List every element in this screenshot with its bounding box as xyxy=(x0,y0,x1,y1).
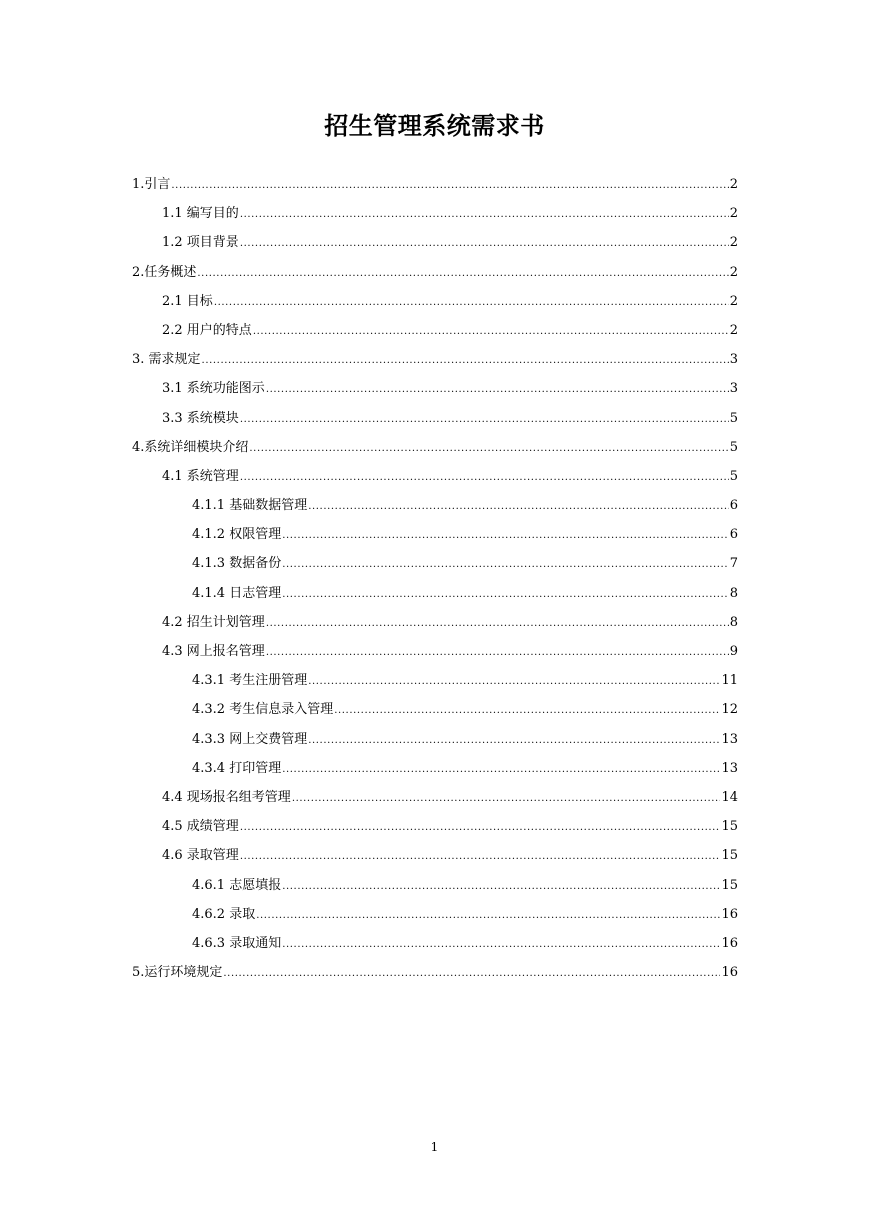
toc-entry-label: 4.5 成绩管理 xyxy=(162,819,239,835)
toc-dot-leader xyxy=(240,229,729,258)
toc-entry[interactable] xyxy=(132,462,738,491)
toc-entry[interactable] xyxy=(132,491,738,520)
toc-dot-leader xyxy=(197,259,728,288)
toc-entry[interactable] xyxy=(132,871,738,900)
toc-entry-page: 16 xyxy=(721,906,738,922)
toc-entry-page: 13 xyxy=(721,760,738,776)
toc-entry-page: 15 xyxy=(721,848,738,864)
toc-entry[interactable] xyxy=(132,958,738,987)
page-number: 1 xyxy=(430,1140,439,1154)
toc-dot-leader xyxy=(308,492,729,521)
toc-entry-label: 4.1 系统管理 xyxy=(162,468,239,484)
toc-entry-label: 4.1.3 数据备份 xyxy=(192,556,282,572)
toc-entry-label: 4.6.2 录取 xyxy=(192,906,256,922)
toc-entry[interactable] xyxy=(132,695,738,724)
toc-entry-page: 2 xyxy=(729,293,738,309)
toc-entry-label: 3.1 系统功能图示 xyxy=(162,381,265,397)
toc-entry-label: 1.1 编写目的 xyxy=(162,206,239,222)
toc-entry-page: 14 xyxy=(721,789,738,805)
toc-dot-leader xyxy=(282,755,720,784)
toc-dot-leader xyxy=(223,959,720,988)
toc-entry-page: 16 xyxy=(721,935,738,951)
toc-entry-page: 2 xyxy=(729,177,738,192)
toc-entry-page: 5 xyxy=(729,410,738,426)
toc-entry-label: 4.系统详细模块介绍 xyxy=(132,439,249,455)
toc-entry-page: 6 xyxy=(729,527,738,543)
toc-dot-leader xyxy=(240,842,721,871)
toc-entry-page: 2 xyxy=(729,264,738,280)
table-of-contents xyxy=(132,170,738,987)
toc-entry-label: 4.2 招生计划管理 xyxy=(162,614,265,630)
toc-entry[interactable] xyxy=(132,374,738,403)
toc-entry-label: 4.3.1 考生注册管理 xyxy=(192,673,308,689)
toc-entry[interactable] xyxy=(132,666,738,695)
toc-entry-page: 15 xyxy=(721,819,738,835)
toc-entry[interactable] xyxy=(132,258,738,287)
toc-entry[interactable] xyxy=(132,287,738,316)
toc-dot-leader xyxy=(240,463,729,492)
toc-dot-leader xyxy=(266,609,729,638)
toc-entry-label: 3. 需求规定 xyxy=(132,352,201,368)
toc-dot-leader xyxy=(308,726,720,755)
toc-dot-leader xyxy=(266,638,729,667)
toc-dot-leader xyxy=(214,288,729,317)
toc-entry[interactable] xyxy=(132,579,738,608)
toc-entry-page: 13 xyxy=(721,731,738,747)
toc-dot-leader xyxy=(240,200,729,229)
toc-entry-label: 5.运行环境规定 xyxy=(132,965,223,981)
toc-entry-page: 11 xyxy=(721,673,738,689)
toc-entry-page: 5 xyxy=(729,439,738,455)
toc-entry-label: 4.6 录取管理 xyxy=(162,848,239,864)
toc-entry[interactable] xyxy=(132,316,738,345)
toc-entry-label: 4.1.1 基础数据管理 xyxy=(192,498,308,514)
toc-entry[interactable] xyxy=(132,841,738,870)
toc-entry[interactable] xyxy=(132,404,738,433)
toc-entry-label: 4.1.2 权限管理 xyxy=(192,527,282,543)
toc-entry[interactable] xyxy=(132,608,738,637)
toc-dot-leader xyxy=(292,784,721,813)
toc-entry-label: 4.4 现场报名组考管理 xyxy=(162,789,291,805)
toc-entry-label: 4.6.1 志愿填报 xyxy=(192,877,282,893)
toc-dot-leader xyxy=(282,521,729,550)
toc-entry[interactable] xyxy=(132,637,738,666)
toc-entry[interactable] xyxy=(132,345,738,374)
toc-entry[interactable] xyxy=(132,433,738,462)
toc-entry-label: 4.6.3 录取通知 xyxy=(192,935,282,951)
toc-entry-label: 4.1.4 日志管理 xyxy=(192,585,282,601)
toc-dot-leader xyxy=(171,171,728,200)
toc-dot-leader xyxy=(282,930,720,959)
toc-entry-page: 2 xyxy=(729,206,738,222)
toc-entry[interactable] xyxy=(132,170,738,199)
toc-entry[interactable] xyxy=(132,228,738,257)
toc-dot-leader xyxy=(256,901,720,930)
toc-entry-page: 9 xyxy=(729,644,738,659)
toc-entry-label: 4.3 网上报名管理 xyxy=(162,644,265,659)
toc-dot-leader xyxy=(282,580,729,609)
toc-entry-label: 1.引言 xyxy=(132,177,171,192)
toc-entry-page: 15 xyxy=(721,877,738,893)
toc-entry[interactable] xyxy=(132,725,738,754)
toc-entry[interactable] xyxy=(132,812,738,841)
toc-entry[interactable] xyxy=(132,549,738,578)
toc-entry[interactable] xyxy=(132,783,738,812)
toc-entry-label: 3.3 系统模块 xyxy=(162,410,239,426)
toc-entry-page: 3 xyxy=(729,352,738,368)
toc-dot-leader xyxy=(308,667,720,696)
toc-entry[interactable] xyxy=(132,929,738,958)
toc-entry-page: 8 xyxy=(729,585,738,601)
toc-dot-leader xyxy=(334,696,720,725)
toc-entry-page: 7 xyxy=(729,556,738,572)
toc-entry[interactable] xyxy=(132,199,738,228)
toc-dot-leader xyxy=(240,405,729,434)
toc-entry[interactable] xyxy=(132,754,738,783)
toc-entry-page: 2 xyxy=(729,235,738,251)
toc-entry-page: 2 xyxy=(729,322,738,338)
toc-entry[interactable] xyxy=(132,900,738,929)
toc-entry-label: 2.1 目标 xyxy=(162,293,213,309)
toc-entry-page: 3 xyxy=(729,381,738,397)
toc-entry-label: 2.任务概述 xyxy=(132,264,197,280)
toc-entry-label: 1.2 项目背景 xyxy=(162,235,239,251)
toc-dot-leader xyxy=(240,813,721,842)
toc-dot-leader xyxy=(202,346,729,375)
toc-entry-page: 5 xyxy=(729,468,738,484)
toc-entry-page: 6 xyxy=(729,498,738,514)
toc-dot-leader xyxy=(282,550,729,579)
toc-dot-leader xyxy=(266,375,729,404)
toc-entry-label: 4.3.3 网上交费管理 xyxy=(192,731,308,747)
toc-entry-page: 8 xyxy=(729,614,738,630)
toc-entry-page: 16 xyxy=(721,965,738,981)
toc-dot-leader xyxy=(249,434,728,463)
toc-entry-label: 4.3.2 考生信息录入管理 xyxy=(192,702,334,718)
toc-entry[interactable] xyxy=(132,520,738,549)
toc-entry-page: 12 xyxy=(721,702,738,718)
document-title: 招生管理系统需求书 xyxy=(324,111,545,140)
toc-dot-leader xyxy=(282,872,720,901)
toc-entry-label: 4.3.4 打印管理 xyxy=(192,760,282,776)
toc-entry-label: 2.2 用户的特点 xyxy=(162,322,252,338)
toc-dot-leader xyxy=(253,317,729,346)
